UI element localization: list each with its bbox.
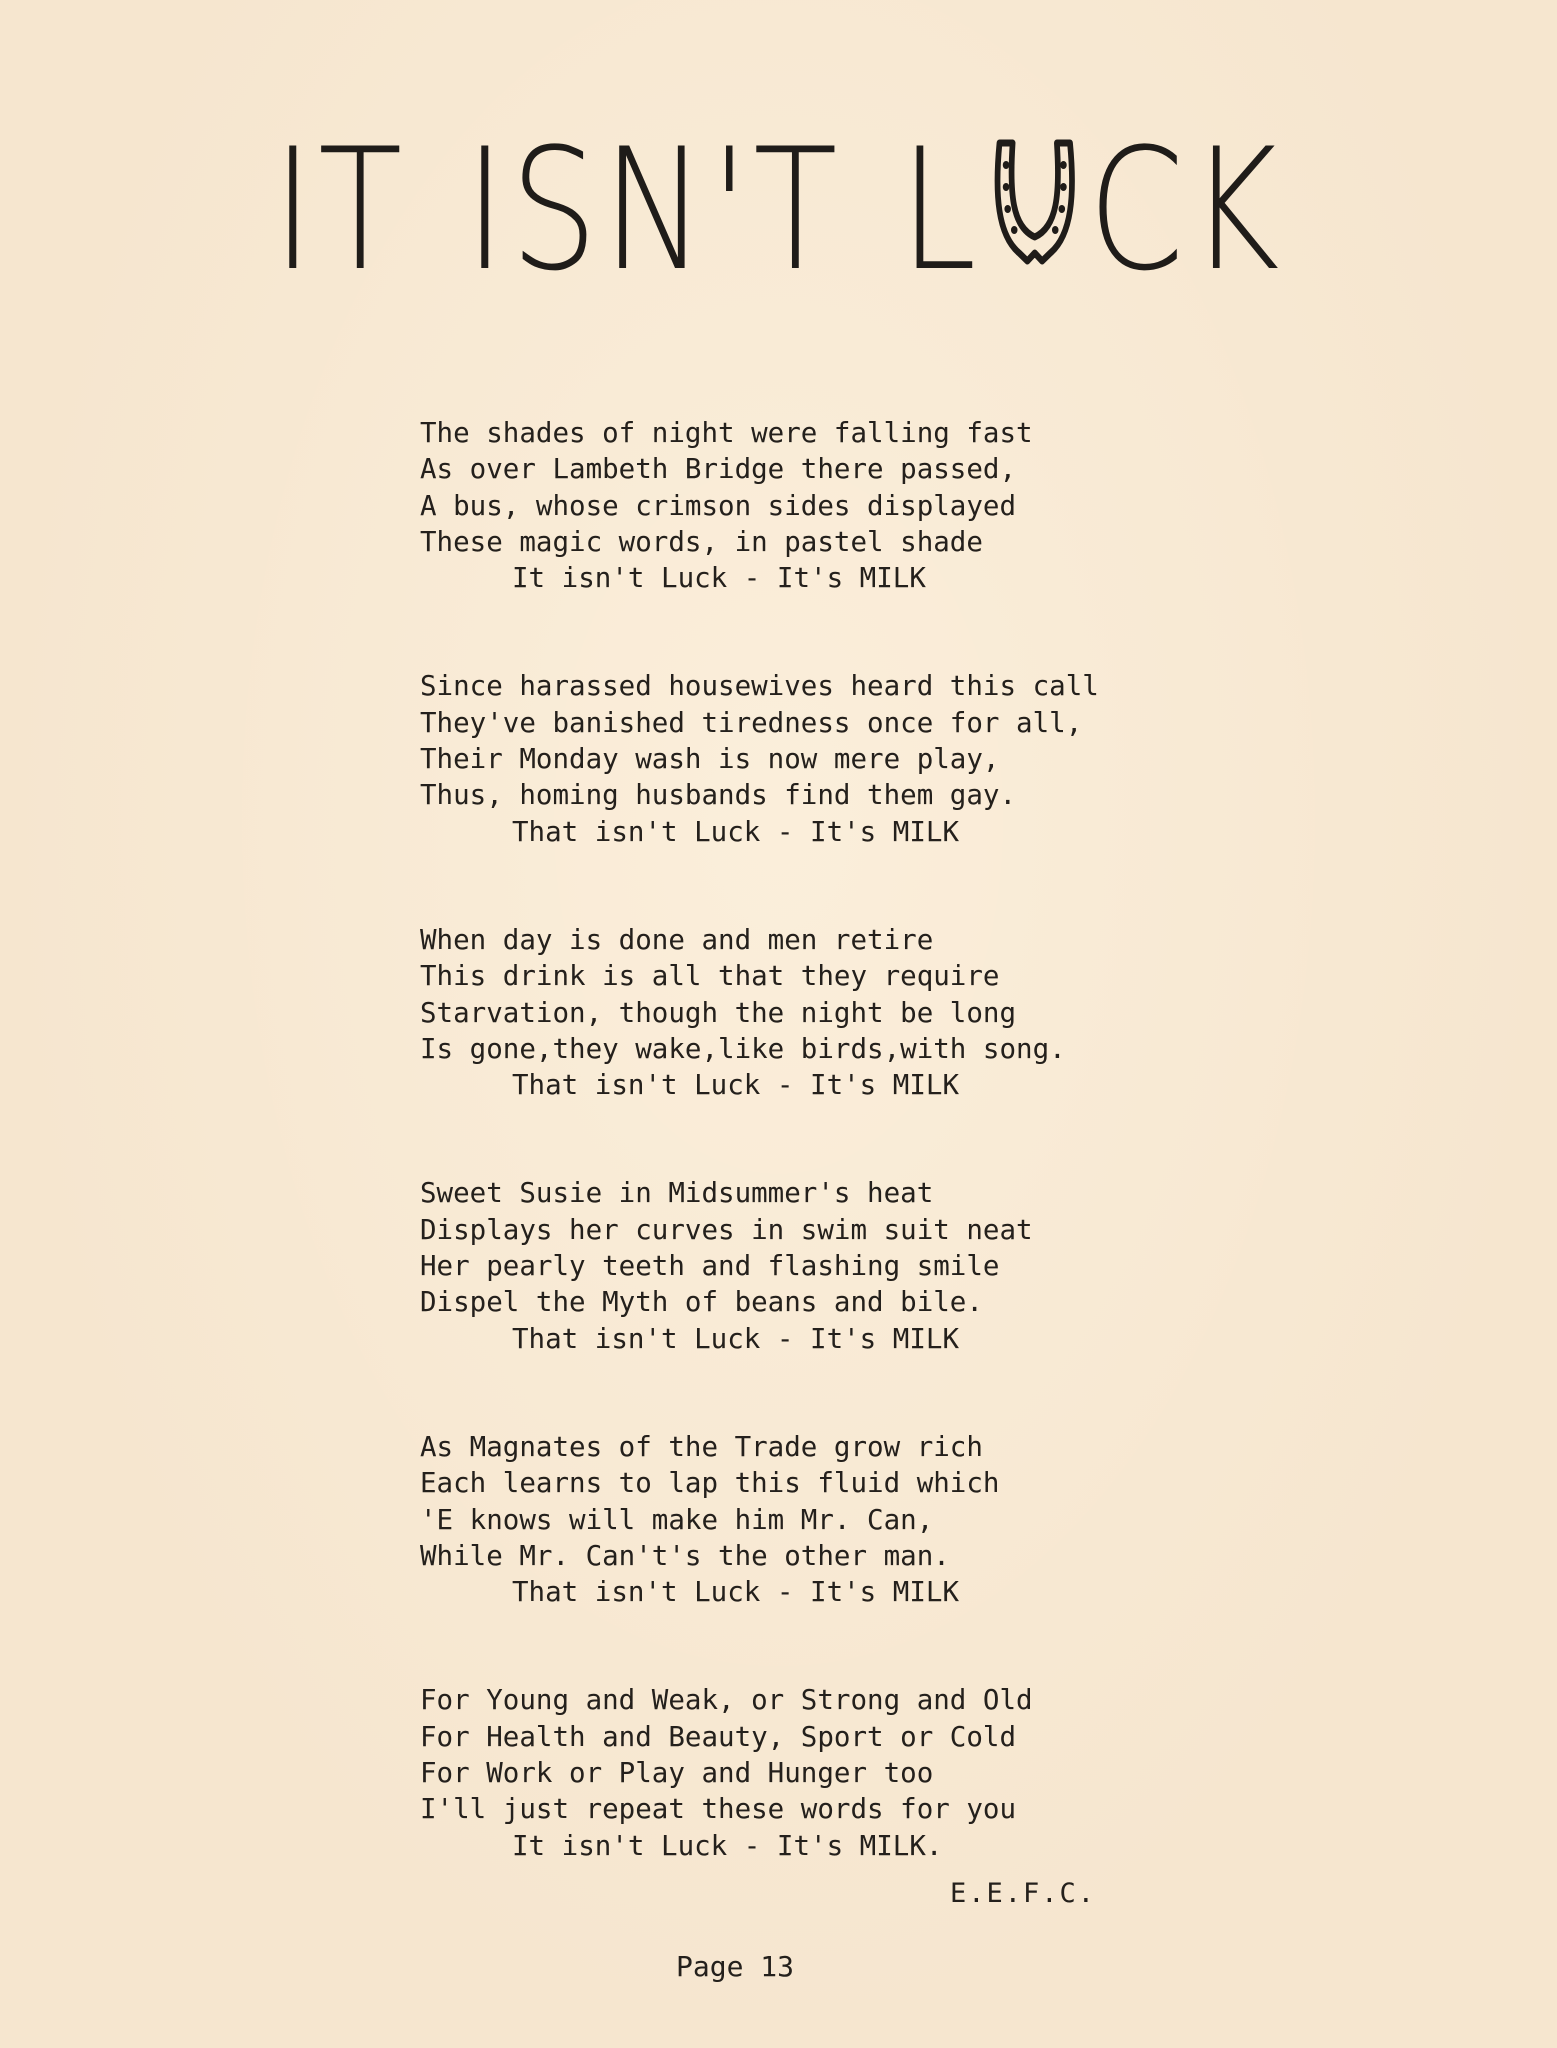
poem-line: As Magnates of the Trade grow rich (420, 1430, 983, 1463)
poem (420, 415, 1220, 1936)
stanza-4 (420, 1175, 1220, 1356)
title-word-isnt: ISN'T (464, 112, 843, 308)
poem-refrain: It isn't Luck - It's MILK. (512, 1829, 943, 1862)
poem-refrain: That isn't Luck - It's MILK (512, 1069, 960, 1102)
poem-refrain: That isn't Luck - It's MILK (512, 815, 960, 848)
poem-line: Each learns to lap this fluid which (420, 1467, 1000, 1500)
author-signature: E.E.F.C. (950, 1878, 1097, 1909)
poem-line: Since harassed housewives heard this call (420, 670, 1099, 703)
poem-line: 'E knows will make him Mr. Can, (420, 1503, 934, 1536)
poem-line: While Mr. Can't's the other man. (420, 1539, 950, 1572)
title-word-luck (899, 112, 1285, 308)
poem-line: For Work or Play and Hunger too (420, 1757, 934, 1790)
poem-line: Sweet Susie in Midsummer's heat (420, 1177, 934, 1210)
title-letters-ck: CK (1088, 112, 1285, 308)
stanza-6 (420, 1682, 1220, 1863)
poem-line: A bus, whose crimson sides displayed (420, 489, 1017, 522)
poem-line: I'll just repeat these words for you (420, 1793, 1017, 1826)
poem-line: They've banished tiredness once for all, (420, 706, 1083, 739)
poem-line: For Health and Beauty, Sport or Cold (420, 1720, 1017, 1753)
title-letter-l: L (899, 112, 982, 308)
poem-line: When day is done and men retire (420, 923, 934, 956)
poem-refrain: That isn't Luck - It's MILK (512, 1576, 960, 1609)
page-number: Page 13 (676, 1950, 795, 1983)
poem-line: Starvation, though the night be long (420, 996, 1017, 1029)
poem-line: These magic words, in pastel shade (420, 525, 983, 558)
page-title (140, 112, 1417, 308)
poem-line: Displays her curves in swim suit neat (420, 1213, 1033, 1246)
stanza-2 (420, 668, 1220, 849)
poem-line: As over Lambeth Bridge there passed, (420, 453, 1017, 486)
title-word-it: IT (272, 112, 408, 308)
poem-line: Dispel the Myth of beans and bile. (420, 1286, 983, 1319)
horseshoe-icon (986, 128, 1083, 263)
poem-line: Thus, homing husbands find them gay. (420, 779, 1017, 812)
poem-line: Her pearly teeth and flashing smile (420, 1250, 1000, 1283)
poem-line: The shades of night were falling fast (420, 417, 1033, 449)
poem-refrain: It isn't Luck - It's MILK (512, 562, 926, 595)
poem-line: This drink is all that they require (420, 960, 1000, 993)
stanza-1 (420, 415, 1220, 596)
poem-line: For Young and Weak, or Strong and Old (420, 1684, 1033, 1717)
poem-line: Their Monday wash is now mere play, (420, 743, 1000, 776)
poem-line: Is gone,they wake,like birds,with song. (420, 1032, 1066, 1065)
stanza-3 (420, 922, 1220, 1103)
stanza-5 (420, 1429, 1220, 1610)
poem-refrain: That isn't Luck - It's MILK (512, 1322, 960, 1355)
